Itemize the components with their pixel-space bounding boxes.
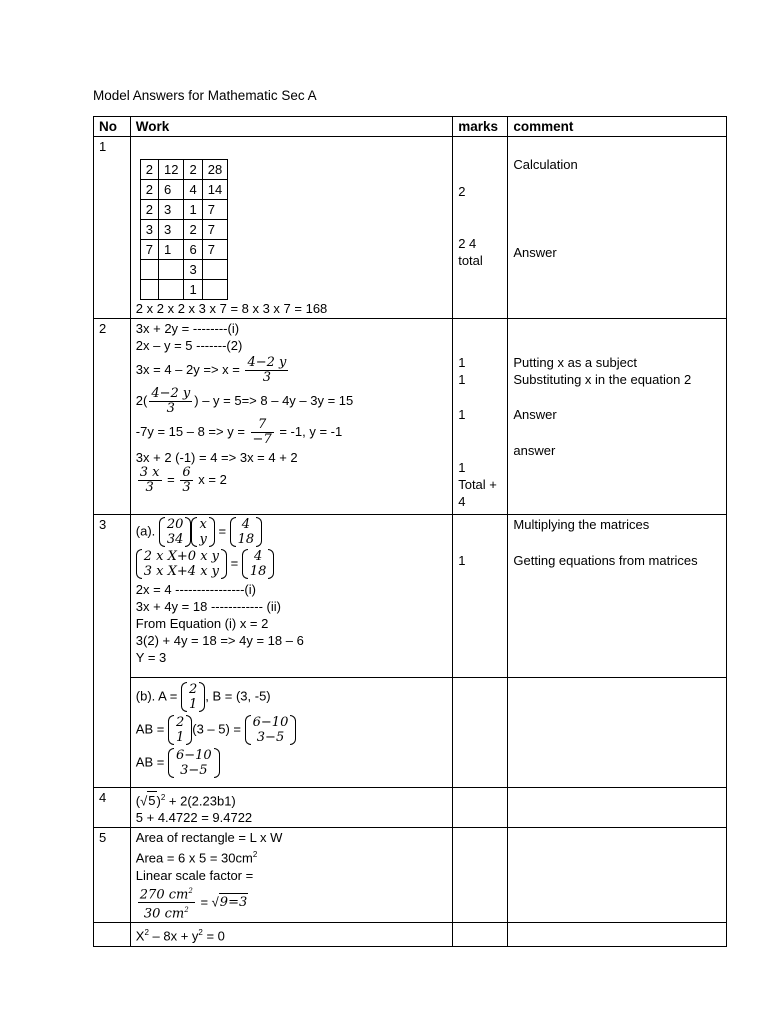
factor-cell: 1 <box>159 240 184 260</box>
q3b-vector-a-r2: 1 <box>188 697 198 712</box>
factor-cell: 3 <box>184 260 202 280</box>
q6-no <box>94 923 131 946</box>
q3a-expanded-r2: 3 x X+4 x y <box>143 564 220 579</box>
q4-sup: 2 <box>160 793 166 802</box>
q1-comment-answer: Answer <box>513 245 557 260</box>
q3a-expanded-eq <box>136 549 447 579</box>
q5-marks <box>453 828 508 923</box>
table-row-q4 <box>94 788 727 828</box>
q2-mark-1: 1 <box>458 355 466 370</box>
q2-comment <box>508 319 727 515</box>
q3b-marks <box>453 678 508 788</box>
q3a-matrix-xy-r1: x <box>199 517 207 532</box>
q2-frac4-den: 3 <box>182 480 191 495</box>
q4-line2: 5 + 4.4722 = 9.4722 <box>135 810 253 826</box>
q2-step3 <box>136 418 447 447</box>
factor-cell: 3 <box>140 220 158 240</box>
q2-mark-3: 1 <box>458 407 466 422</box>
factor-row <box>140 260 227 280</box>
factor-cell <box>140 280 158 300</box>
q3b-def <box>136 682 447 712</box>
q2-frac1-num: 4−2 y <box>247 355 287 370</box>
q2-frac2-num: 7 <box>251 418 274 433</box>
q2-no: 2 <box>94 319 131 515</box>
q2-comment-answer: Answer <box>513 407 557 422</box>
q3b-result-r2: 3−5 <box>256 730 285 745</box>
q5-equals: = <box>200 893 209 909</box>
q3a-comment <box>508 515 727 678</box>
factor-cell: 7 <box>202 200 227 220</box>
factor-cell: 2 <box>184 160 202 180</box>
q3b-vector-a <box>181 682 205 712</box>
q3a-label: (a). <box>135 523 156 539</box>
q2-equals: = <box>167 471 175 487</box>
q5-frac-num-group <box>138 884 195 903</box>
q4-line1 <box>136 789 447 809</box>
q3b-result-matrix <box>245 715 297 745</box>
q2-frac4-num: 6 <box>182 465 191 480</box>
q3a-matrix-b <box>230 517 263 547</box>
q6-y-sup: 2 <box>198 928 203 938</box>
q3a-matrix-b-r1: 4 <box>241 517 251 532</box>
sqrt-icon: √ <box>140 793 148 809</box>
q1-work <box>130 137 452 319</box>
q3b-final <box>136 748 447 778</box>
q1-mark-total: total <box>458 253 483 268</box>
factor-cell: 28 <box>202 160 227 180</box>
table-row-q3a <box>94 515 727 678</box>
q1-mark-answer: 2 4 <box>458 236 477 251</box>
factor-cell: 7 <box>140 240 158 260</box>
table-row-q1 <box>94 137 727 319</box>
q1-mark-calc: 2 <box>458 184 466 199</box>
q4-work <box>130 788 452 828</box>
q3b-result-r1: 6−10 <box>252 715 289 730</box>
q6-x: X <box>135 928 145 944</box>
q3a-matrix-a <box>159 517 192 547</box>
factor-cell: 1 <box>184 280 202 300</box>
header-row <box>94 117 727 137</box>
q3a-from: From Equation (i) x = 2 <box>135 616 269 631</box>
q5-frac-num: 270 cm <box>139 886 189 902</box>
q5-root: 9=3 <box>219 894 248 910</box>
q3a-equals: = <box>218 523 227 539</box>
factor-cell: 2 <box>140 180 158 200</box>
q3a-expanded-r1: 2 x X+0 x y <box>143 549 220 564</box>
factor-cell: 6 <box>184 240 202 260</box>
q1-no: 1 <box>94 137 131 319</box>
factor-cell: 4 <box>184 180 202 200</box>
q2-marks <box>453 319 508 515</box>
table-row-q5 <box>94 828 727 923</box>
q3b-vector-a2-r1: 2 <box>175 715 185 730</box>
q3a-mark-1: 1 <box>458 553 466 568</box>
q2-step5 <box>136 466 447 495</box>
q4-comment <box>508 788 727 828</box>
q2-frac-sub <box>149 387 192 416</box>
table-row-q2 <box>94 319 727 515</box>
q2-step4: 3x + 2 (-1) = 4 => 3x = 4 + 2 <box>135 450 298 465</box>
q3a-eq-i: 2x = 4 ----------------(i) <box>135 582 256 597</box>
factor-row <box>140 180 227 200</box>
header-work: Work <box>130 117 452 137</box>
q2-eq1: 3x + 2y = --------(i) <box>135 321 240 336</box>
factor-cell: 3 <box>159 220 184 240</box>
q3a-matrix-expanded <box>136 549 227 579</box>
q2-step1-text: 3x = 4 – 2y => x = <box>135 361 240 377</box>
q2-step3-text: -7y = 15 – 8 => y = <box>135 423 245 439</box>
factor-row <box>140 160 227 180</box>
q3b-def-b: , B = (3, -5) <box>205 688 271 704</box>
q6-work <box>130 923 452 946</box>
answers-table <box>93 116 727 947</box>
q1-comment-calc: Calculation <box>513 157 578 172</box>
q4-open: ( <box>135 793 141 809</box>
q3b-final-r2: 3−5 <box>180 763 208 778</box>
q6-line <box>136 924 447 944</box>
q2-frac3-num: 3 x <box>139 465 160 480</box>
q3a-matrix-xy-r2: y <box>199 532 207 547</box>
factor-cell <box>140 260 158 280</box>
q5-area: Area = 6 x 5 = 30cm <box>135 850 253 866</box>
factor-cell <box>159 280 184 300</box>
q6-comment <box>508 923 727 946</box>
q1-factor-table <box>140 159 228 300</box>
q2-comment-substitute: Substituting x in the equation 2 <box>513 372 692 387</box>
q5-frac-den: 30 cm <box>143 906 185 922</box>
q3b-final-r1: 6−10 <box>175 748 212 763</box>
q2-step5-result: x = 2 <box>198 471 227 487</box>
q2-mark-2: 1 <box>458 372 466 387</box>
q5-line3: Linear scale factor = <box>135 867 254 883</box>
q2-mark-total: Total + <box>458 477 497 492</box>
q2-step2-text: ) – y = 5=> 8 – 4y – 3y = 15 <box>194 392 354 408</box>
q2-frac2 <box>251 418 274 447</box>
q4-rest: + 2(2.23b1) <box>165 793 236 809</box>
q3b-comment <box>508 678 727 788</box>
q2-frac3 <box>138 466 162 495</box>
q4-sqrt-value: 5 <box>148 793 156 809</box>
table-row-q6 <box>94 923 727 946</box>
factor-row <box>140 240 227 260</box>
q2-work <box>130 319 452 515</box>
q3b-vector-a2-r2: 1 <box>175 730 185 745</box>
q5-no: 5 <box>94 828 131 923</box>
q4-no: 4 <box>94 788 131 828</box>
q3b-ab-label2: AB = <box>135 754 165 770</box>
q2-comment-answer2: answer <box>513 443 556 458</box>
q2-step2 <box>136 387 447 416</box>
q2-step2-open: 2( <box>135 392 148 408</box>
q2-comment-subject: Putting x as a subject <box>513 355 637 370</box>
q5-work <box>130 828 452 923</box>
q5-comment <box>508 828 727 923</box>
q6-end: = 0 <box>202 928 225 944</box>
q5-line2 <box>136 846 447 866</box>
q1-result: 2 x 2 x 2 x 3 x 7 = 8 x 3 x 7 = 168 <box>135 301 328 316</box>
q2-frac-sub-den: 3 <box>166 401 175 416</box>
q5-area-sup: 2 <box>252 850 258 860</box>
q3a-matrix-b2-r1: 4 <box>253 549 263 564</box>
q3a-matrix-eq <box>136 517 447 547</box>
q3a-comment-multiply: Multiplying the matrices <box>513 517 650 532</box>
q2-eq2: 2x – y = 5 -------(2) <box>135 338 243 353</box>
factor-cell <box>159 260 184 280</box>
q6-x-sup: 2 <box>144 928 149 938</box>
q5-frac-den-group <box>138 903 195 921</box>
q4-marks <box>453 788 508 828</box>
q3b-product <box>136 715 447 745</box>
q3a-answer: Y = 3 <box>135 650 167 665</box>
q3a-marks <box>453 515 508 678</box>
q2-step1 <box>136 356 447 385</box>
q2-frac1-den: 3 <box>262 370 272 385</box>
header-comment: comment <box>508 117 727 137</box>
q3a-work <box>130 515 452 678</box>
factor-cell <box>202 260 227 280</box>
header-no: No <box>94 117 131 137</box>
q5-line1: Area of rectangle = L x W <box>135 830 283 846</box>
q2-step3-result: = -1, y = -1 <box>279 423 343 439</box>
document-title: Model Answers for Mathematic Sec A <box>93 88 317 103</box>
q5-frac-den-sup: 2 <box>184 905 189 914</box>
q2-mark-total-value: 4 <box>458 494 466 509</box>
q1-comment <box>508 137 727 319</box>
q2-frac1 <box>245 356 288 385</box>
q3b-ab-label: AB = <box>135 721 165 737</box>
factor-row <box>140 220 227 240</box>
factor-row <box>140 200 227 220</box>
q1-marks <box>453 137 508 319</box>
factor-row <box>140 280 227 300</box>
factor-cell: 7 <box>202 240 227 260</box>
factor-cell: 14 <box>202 180 227 200</box>
q3a-equals2: = <box>230 555 239 571</box>
factor-cell: 1 <box>184 200 202 220</box>
q2-frac4 <box>180 466 192 495</box>
q6-mid: – 8x + y <box>148 928 199 944</box>
factor-cell: 12 <box>159 160 184 180</box>
q3a-matrix-b-r2: 18 <box>237 532 255 547</box>
q2-frac-sub-num: 4−2 y <box>151 386 191 401</box>
q5-frac-num-sup: 2 <box>188 886 193 895</box>
q3a-matrix-a-r2: 34 <box>166 532 184 547</box>
q3b-label: (b). A = <box>135 688 178 704</box>
q3a-matrix-xy <box>191 517 214 547</box>
factor-cell: 2 <box>184 220 202 240</box>
q3a-matrix-a-r1: 20 <box>166 517 184 532</box>
q2-frac3-den: 3 <box>145 480 154 495</box>
q3b-vector-a2 <box>168 715 192 745</box>
q3b-row-vector: (3 – 5) = <box>192 721 242 737</box>
q4-close: ) <box>156 793 161 809</box>
q2-frac2-den: −7 <box>252 432 272 447</box>
q3a-eq-ii: 3x + 4y = 18 ------------ (ii) <box>135 599 281 614</box>
q3b-work <box>130 678 452 788</box>
q6-marks <box>453 923 508 946</box>
factor-cell: 7 <box>202 220 227 240</box>
q3b-final-matrix <box>168 748 220 778</box>
q3a-comment-equations: Getting equations from matrices <box>513 553 698 568</box>
q2-mark-4: 1 <box>458 460 466 475</box>
header-marks: marks <box>453 117 508 137</box>
factor-cell: 6 <box>159 180 184 200</box>
sqrt-icon: √ <box>211 893 219 909</box>
factor-cell: 2 <box>140 160 158 180</box>
q3b-vector-a-r1: 2 <box>188 682 198 697</box>
q5-line4 <box>136 884 447 922</box>
q5-frac <box>138 884 195 922</box>
q3a-matrix-b2 <box>242 549 275 579</box>
q3-no: 3 <box>94 515 131 788</box>
q3a-substitute: 3(2) + 4y = 18 => 4y = 18 – 6 <box>135 633 304 648</box>
table-row-q3b <box>94 678 727 788</box>
factor-cell: 3 <box>159 200 184 220</box>
q3a-matrix-b2-r2: 18 <box>249 564 267 579</box>
factor-cell: 2 <box>140 200 158 220</box>
factor-cell <box>202 280 227 300</box>
